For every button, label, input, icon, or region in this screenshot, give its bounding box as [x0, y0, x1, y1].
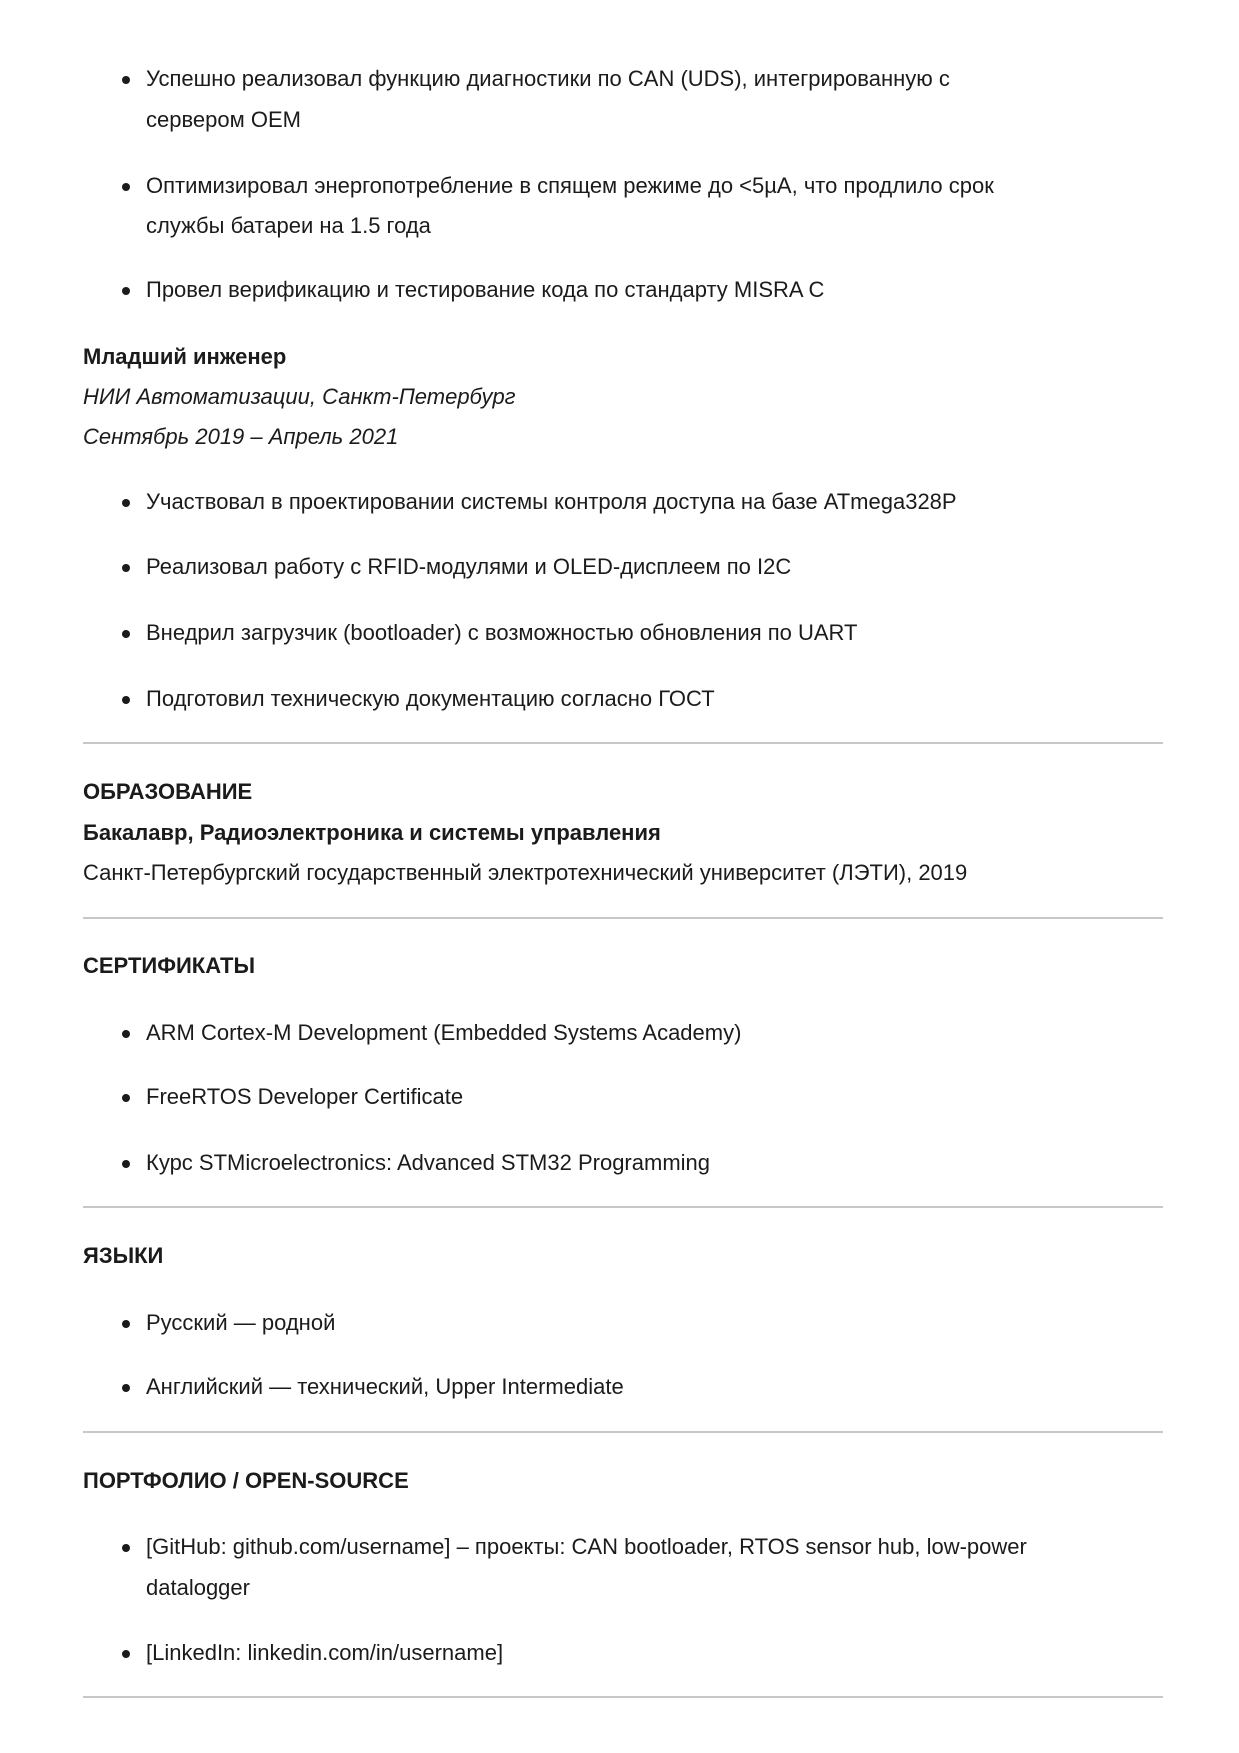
section-heading-education: ОБРАЗОВАНИЕ [83, 779, 253, 804]
section-heading-certificates: СЕРТИФИКАТЫ [83, 953, 255, 978]
list-item: Русский — родной [146, 1308, 335, 1338]
list-item: Участвовал в проектировании системы контроля доступа на базе ATmega328P [146, 487, 957, 517]
list-item: Английский — технический, Upper Intermediate [146, 1372, 624, 1402]
list-item: [GitHub: github.com/username] – проекты: CAN bootloader, RTOS sensor hub, low-power [146, 1532, 1027, 1562]
list-item: Внедрил загрузчик (bootloader) с возможностью обновления по UART [146, 618, 858, 648]
list-item-continuation: datalogger [146, 1575, 250, 1600]
list-item: Подготовил техническую документацию согласно ГОСТ [146, 684, 715, 714]
list-item: FreeRTOS Developer Certificate [146, 1082, 463, 1112]
education-school: Санкт-Петербургский государственный электротехнический университет (ЛЭТИ), 2019 [83, 860, 968, 885]
list-item: Курс STMicroelectronics: Advanced STM32 Programming [146, 1148, 710, 1178]
list-item: Реализовал работу с RFID-модулями и OLED-дисплеем по I2C [146, 552, 791, 582]
list-item: Оптимизировал энергопотребление в спящем режиме до <5µA, что продлило срок [146, 171, 994, 201]
section-heading-portfolio: ПОРТФОЛИО / OPEN-SOURCE [83, 1468, 409, 1493]
education-degree: Бакалавр, Радиоэлектроника и системы управления [83, 820, 661, 845]
list-item: Успешно реализовал функцию диагностики по CAN (UDS), интегрированную с [146, 64, 950, 94]
job-dates: Сентябрь 2019 – Апрель 2021 [83, 424, 399, 449]
divider [83, 917, 1163, 919]
job-company: НИИ Автоматизации, Санкт-Петербург [83, 384, 516, 409]
list-item-continuation: службы батареи на 1.5 года [146, 213, 431, 238]
list-item: ARM Cortex-M Development (Embedded Systems Academy) [146, 1018, 741, 1048]
list-item: Провел верификацию и тестирование кода по стандарту MISRA C [146, 275, 824, 305]
divider [83, 742, 1163, 744]
divider [83, 1431, 1163, 1433]
list-item-continuation: сервером OEM [146, 107, 301, 132]
divider [83, 1206, 1163, 1208]
list-item: [LinkedIn: linkedin.com/in/username] [146, 1638, 503, 1668]
section-heading-languages: ЯЗЫКИ [83, 1243, 164, 1268]
divider [83, 1696, 1163, 1698]
job-title: Младший инженер [83, 344, 287, 369]
